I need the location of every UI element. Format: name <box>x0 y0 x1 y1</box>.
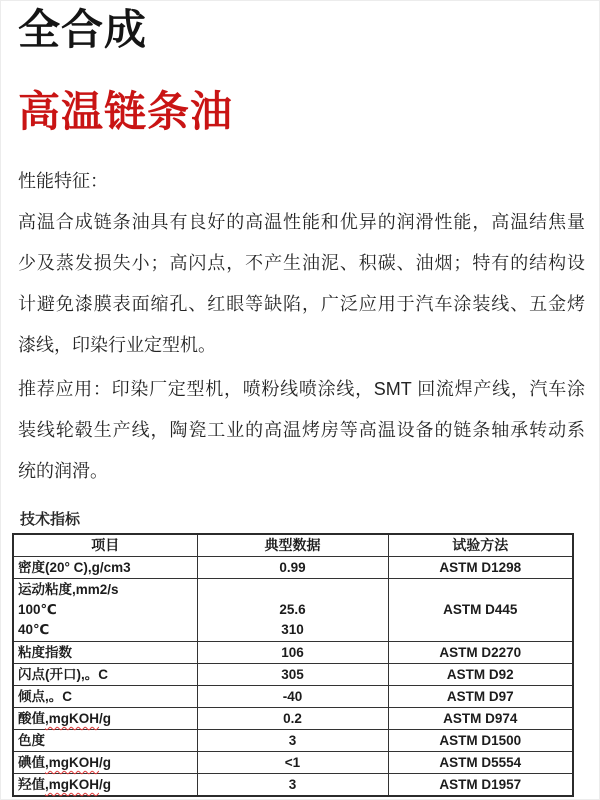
row-item-label <box>13 579 197 642</box>
viscosity-method-line <box>393 580 569 600</box>
row-value: 0.2 <box>197 708 388 730</box>
row-item-text: 羟值 <box>18 777 45 793</box>
table-row-viscosity-index <box>13 642 573 664</box>
viscosity-value-line <box>202 580 384 600</box>
features-text-line: 少及蒸发损失小；高闪点，不产生油泥、积碳、油烟；特有的结构设 <box>18 252 585 273</box>
table-row-kinematic-viscosity <box>13 579 573 642</box>
features-text-line: 漆线，印染行业定型机。 <box>18 334 216 355</box>
row-item-label: 密度(20° C),g/cm3 <box>13 557 197 579</box>
table-row-density <box>13 557 573 579</box>
row-test-method: ASTM D1500 <box>388 730 573 752</box>
column-header-item: 项目 <box>13 534 197 557</box>
viscosity-label-line: 100℃ <box>18 602 57 618</box>
features-heading: 性能特征： <box>18 170 108 191</box>
applications-text-line: 统的润滑。 <box>18 460 108 481</box>
row-item-label <box>13 774 197 797</box>
row-test-method: ASTM D1298 <box>388 557 573 579</box>
table-row-color <box>13 730 573 752</box>
row-item-text: /g <box>99 711 111 727</box>
row-value <box>197 579 388 642</box>
spec-table <box>12 533 574 798</box>
row-value: 305 <box>197 664 388 686</box>
spec-table-title: 技术指标 <box>20 510 81 528</box>
row-test-method <box>388 579 573 642</box>
row-test-method: ASTM D97 <box>388 686 573 708</box>
table-row-hydroxyl-value <box>13 774 573 797</box>
row-value: <1 <box>197 752 388 774</box>
table-row-pour-point <box>13 686 573 708</box>
table-row-flash-point <box>13 664 573 686</box>
row-value: 0.99 <box>197 557 388 579</box>
row-item-text: 碘值 <box>18 755 45 771</box>
viscosity-label-line: 40℃ <box>18 622 50 638</box>
row-test-method: ASTM D2270 <box>388 642 573 664</box>
row-test-method: ASTM D5554 <box>388 752 573 774</box>
row-test-method: ASTM D974 <box>388 708 573 730</box>
row-test-method: ASTM D1957 <box>388 774 573 797</box>
row-item-label <box>13 752 197 774</box>
row-item-label: 粘度指数 <box>13 642 197 664</box>
column-header-typical-data: 典型数据 <box>197 534 388 557</box>
row-value: 3 <box>197 774 388 797</box>
row-item-label: 倾点,。C <box>13 686 197 708</box>
viscosity-method-line: ASTM D445 <box>443 602 518 618</box>
spec-header-row <box>13 534 573 557</box>
viscosity-value-line: 310 <box>281 622 304 638</box>
viscosity-label-line: 运动粘度,mm2/s <box>18 582 119 598</box>
features-text-line: 计避免漆膜表面缩孔、红眼等缺陷，广泛应用于汽车涂装线、五金烤 <box>18 293 585 314</box>
row-value: 3 <box>197 730 388 752</box>
viscosity-value-line: 25.6 <box>279 602 306 618</box>
row-item-text: /g <box>99 777 111 793</box>
row-item-text: /g <box>99 755 111 771</box>
row-item-spellcheck-text: ,mgKOH <box>45 755 99 771</box>
features-text-line: 高温合成链条油具有良好的高温性能和优异的润滑性能，高温结焦量 <box>18 211 585 232</box>
product-title-line2: 高温链条油 <box>18 88 234 136</box>
applications-section <box>18 369 585 492</box>
row-item-text: 酸值 <box>18 711 45 727</box>
product-title-line1: 全合成 <box>18 6 148 53</box>
table-row-acid-value <box>13 708 573 730</box>
column-header-test-method: 试验方法 <box>388 534 573 557</box>
row-item-label: 闪点(开口),。C <box>13 664 197 686</box>
viscosity-method-line <box>393 620 569 640</box>
row-item-label <box>13 708 197 730</box>
row-test-method: ASTM D92 <box>388 664 573 686</box>
row-value: -40 <box>197 686 388 708</box>
row-item-spellcheck-text: ,mgKOH <box>45 777 99 793</box>
applications-text-line: 装线轮毂生产线，陶瓷工业的高温烤房等高温设备的链条轴承转动系 <box>18 419 585 440</box>
row-item-label: 色度 <box>13 730 197 752</box>
applications-text-line: 推荐应用：印染厂定型机，喷粉线喷涂线，SMT 回流焊产线，汽车涂 <box>18 378 585 399</box>
features-section <box>18 161 585 492</box>
row-value: 106 <box>197 642 388 664</box>
row-item-spellcheck-text: ,mgKOH <box>45 711 99 727</box>
table-row-iodine-value <box>13 752 573 774</box>
